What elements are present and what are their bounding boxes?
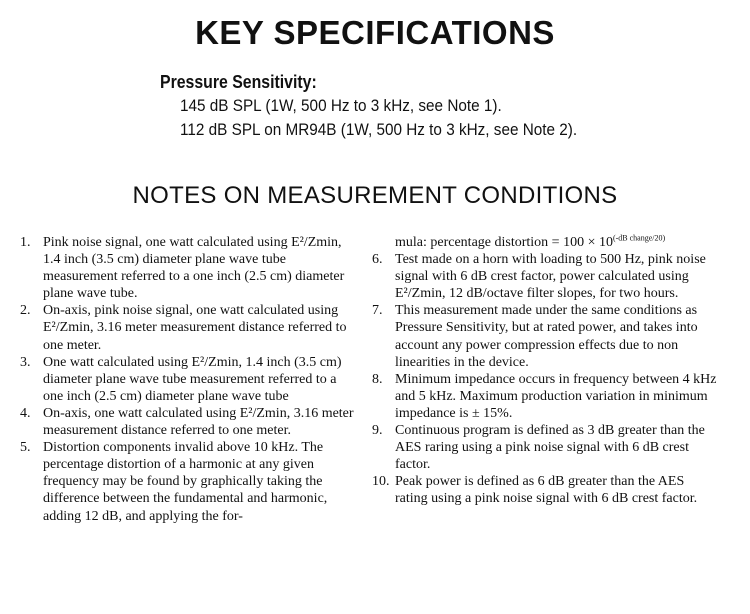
note-text: Minimum impedance occurs in frequency between 4 kHz and 5 kHz. Maximum production variation in minimum impedance is ± 15%.	[395, 371, 717, 421]
note-text: On-axis, one watt calculated using E²/Zmin, 3.16 meter measurement distance referred to one meter.	[43, 405, 354, 439]
note-5	[20, 439, 360, 524]
note-text: One watt calculated using E²/Zmin, 1.4 inch (3.5 cm) diameter plane wave tube measurement referred to a one inch (2.5 cm) diameter plane wave tube	[43, 354, 342, 404]
pressure-sensitivity-heading: Pressure Sensitivity:	[160, 72, 317, 92]
note-number: 9.	[372, 423, 383, 439]
note-number: 7.	[372, 303, 383, 319]
note-number: 8.	[372, 371, 383, 387]
note-number: 10.	[372, 474, 390, 490]
note-1	[20, 234, 360, 302]
note-number: 4.	[20, 405, 31, 421]
note-8	[372, 371, 720, 422]
note-6	[372, 251, 720, 302]
note-text: Pink noise signal, one watt calculated using E²/Zmin, 1.4 inch (3.5 cm) diameter plane wave tube measurement referred to a one inch (2.5 cm) diameter plane wave tube.	[43, 235, 345, 302]
note-text: Peak power is defined as 6 dB greater than the AES rating using a pink noise signal with 6 dB crest factor.	[395, 474, 698, 507]
note-text: On-axis, pink noise signal, one watt calculated using E²/Zmin, 3.16 meter measurement distance referred to one meter.	[43, 303, 347, 353]
note-3	[20, 354, 360, 405]
notes-column-right	[372, 234, 720, 508]
note-4	[20, 405, 360, 439]
page-title: KEY SPECIFICATIONS	[195, 14, 555, 51]
note-2	[20, 302, 360, 353]
note-number: 6.	[372, 252, 383, 268]
note-number: 3.	[20, 354, 31, 370]
pressure-sensitivity-line-2: 112 dB SPL on MR94B (1W, 500 Hz to 3 kHz, see Note 2).	[180, 120, 578, 139]
note-text: Distortion components invalid above 10 kHz. The percentage distortion of a harmonic at any given frequency may be found by graphically taking the difference between the fundamental and harmonic, adding 12 dB, and applying the for-	[43, 440, 328, 524]
formula-exponent: (-dB change/20)	[612, 233, 666, 243]
note-number: 5.	[20, 440, 31, 456]
note-10	[372, 473, 720, 507]
note-9	[372, 422, 720, 473]
note-text: Continuous program is defined as 3 dB greater than the AES raring using a pink noise signal with 6 dB crest factor.	[395, 423, 705, 473]
note-text: Test made on a horn with loading to 500 Hz, pink noise signal with 6 dB crest factor, power calculated using E²/Zmin, 12 dB/octave filter slopes, for two hours.	[395, 252, 706, 302]
pressure-sensitivity-line-1: 145 dB SPL (1W, 500 Hz to 3 kHz, see Note 1).	[180, 96, 502, 115]
note-7	[372, 302, 720, 370]
notes-column-left	[20, 234, 360, 525]
note-5-continuation	[372, 234, 720, 251]
note-number: 1.	[20, 235, 31, 250]
formula-text: mula: percentage distortion = 100 × 10	[395, 235, 613, 250]
notes-title: NOTES ON MEASUREMENT CONDITIONS	[132, 182, 618, 209]
note-number: 2.	[20, 303, 31, 319]
note-text: This measurement made under the same conditions as Pressure Sensitivity, but at rated power, and takes into account any power compression effects due to non linearities in the device.	[395, 303, 698, 370]
